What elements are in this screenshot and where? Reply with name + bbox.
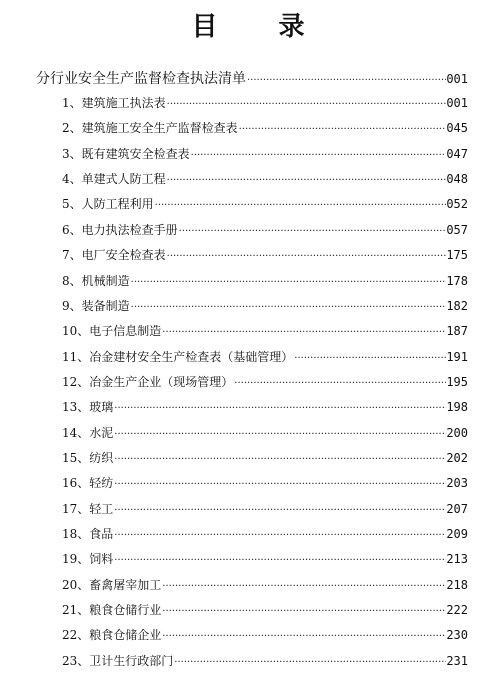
toc-leader-dots [178, 226, 447, 237]
toc-leader-dots [113, 555, 446, 566]
toc-leader-dots [166, 99, 447, 110]
toc-leader-dots [130, 302, 447, 313]
toc-entry-page: 203 [446, 476, 468, 491]
toc-entry-label: 8、机械制造 [62, 273, 130, 288]
toc-entry[interactable] [62, 373, 468, 393]
toc-entry-label: 15、纺织 [62, 450, 114, 465]
toc-entry-page: 207 [446, 501, 468, 516]
toc-leader-dots [161, 631, 446, 642]
toc-entry[interactable] [62, 525, 468, 545]
toc-leader-dots [113, 505, 446, 516]
toc-entry-label: 10、电子信息制造 [62, 324, 162, 339]
toc-entry[interactable] [62, 272, 468, 292]
toc-entry[interactable] [62, 348, 468, 368]
toc-entry-page: 178 [446, 273, 468, 288]
toc-leader-dots [161, 581, 446, 592]
toc-entry-page: 048 [446, 172, 468, 187]
toc-entry-page: 202 [446, 450, 468, 465]
toc-entry[interactable] [62, 474, 468, 494]
toc-entry-label: 11、冶金建材安全生产检查表（基础管理） [62, 349, 294, 364]
toc-leader-dots [238, 124, 447, 135]
toc-entry[interactable] [62, 601, 468, 621]
toc-entry[interactable] [62, 246, 468, 266]
toc-entry-page: 001 [446, 96, 468, 110]
toc-leader-dots [293, 353, 446, 364]
toc-entry[interactable] [62, 322, 468, 342]
toc-entry[interactable] [62, 576, 468, 596]
toc-entry-page: 218 [446, 577, 468, 592]
toc-entry[interactable] [62, 94, 468, 114]
toc-entry[interactable] [62, 449, 468, 469]
toc-leader-dots [161, 606, 446, 617]
toc-entry-label: 6、电力执法检查手册 [62, 222, 178, 237]
toc-entry[interactable] [62, 145, 468, 165]
toc-entry-label: 12、冶金生产企业（现场管理） [62, 374, 234, 389]
toc-leader-dots [130, 277, 447, 288]
toc-entry[interactable] [62, 424, 468, 444]
toc-entry-page: 175 [446, 248, 468, 263]
page-title: 目 录 [191, 12, 331, 42]
toc-entry-label: 13、玻璃 [62, 400, 114, 415]
toc-leader-dots [113, 403, 446, 414]
toc-entry-label: 2、建筑施工安全生产监督检查表 [62, 121, 238, 136]
toc-entry-label: 20、畜禽屠宰加工 [62, 577, 162, 592]
toc-entry-label: 16、轻纺 [62, 476, 114, 491]
toc-entry[interactable] [62, 626, 468, 646]
toc-main-page: 001 [446, 72, 468, 86]
toc-leader-dots [113, 454, 446, 465]
toc-entry[interactable] [62, 221, 468, 241]
toc-entry[interactable] [62, 195, 468, 215]
toc-leader-dots [173, 657, 446, 668]
toc-entry-page: 191 [446, 349, 468, 364]
toc-leader-dots [113, 479, 446, 490]
toc-leader-dots [113, 530, 446, 541]
toc-entry-label: 3、既有建筑安全检查表 [62, 146, 190, 161]
toc-leader-dots [166, 175, 447, 186]
toc-entry-page: 187 [446, 324, 468, 339]
toc-entry-label: 4、单建式人防工程 [62, 172, 166, 187]
toc-entry-page: 231 [446, 653, 468, 668]
toc-entry-page: 195 [446, 374, 468, 389]
toc-entry[interactable] [62, 119, 468, 139]
toc-entry-label: 14、水泥 [62, 425, 114, 440]
toc-entry[interactable] [62, 500, 468, 520]
toc-entry-label: 22、粮食仓储企业 [62, 628, 162, 643]
toc-entry-label: 17、轻工 [62, 501, 114, 516]
toc-entry-label: 19、饲料 [62, 552, 114, 567]
toc-entry[interactable] [62, 297, 468, 317]
toc-entry-label: 5、人防工程利用 [62, 197, 154, 212]
toc-entry[interactable] [62, 170, 468, 190]
toc-entry-label: 1、建筑施工执法表 [62, 96, 166, 110]
toc-leader-dots [154, 200, 447, 211]
toc-entry-page: 222 [446, 603, 468, 617]
toc-entry-label: 18、食品 [62, 527, 114, 541]
toc-main-label: 分行业安全生产监督检查执法清单 [36, 71, 246, 87]
toc-entry-page: 045 [446, 121, 468, 136]
toc-entry[interactable] [62, 550, 468, 570]
toc-main-entry[interactable] [36, 68, 468, 88]
toc-entry[interactable] [62, 652, 468, 672]
toc-entry-label: 7、电厂安全检查表 [62, 248, 166, 263]
toc-entry-page: 198 [446, 400, 468, 415]
toc-entry-label: 21、粮食仓储行业 [62, 603, 162, 617]
toc-leader-dots [113, 429, 446, 440]
toc-entry-page: 213 [446, 552, 468, 567]
toc-entry-page: 200 [446, 425, 468, 440]
toc-entry-page: 230 [446, 628, 468, 643]
toc-leader-dots [166, 251, 447, 262]
toc-leader-dots [161, 327, 446, 338]
toc-entry-label: 23、卫计生行政部门 [62, 653, 174, 668]
toc-entry-label: 9、装备制造 [62, 298, 130, 313]
toc-entry-page: 047 [446, 146, 468, 161]
toc-entry-page: 052 [446, 197, 468, 212]
toc-leader-dots [246, 75, 446, 86]
toc-entry-page: 057 [446, 222, 468, 237]
toc-leader-dots [233, 378, 446, 389]
toc-entry-page: 182 [446, 298, 468, 313]
toc-entry-page: 209 [446, 527, 468, 541]
toc-leader-dots [190, 150, 447, 161]
toc-entry[interactable] [62, 398, 468, 418]
